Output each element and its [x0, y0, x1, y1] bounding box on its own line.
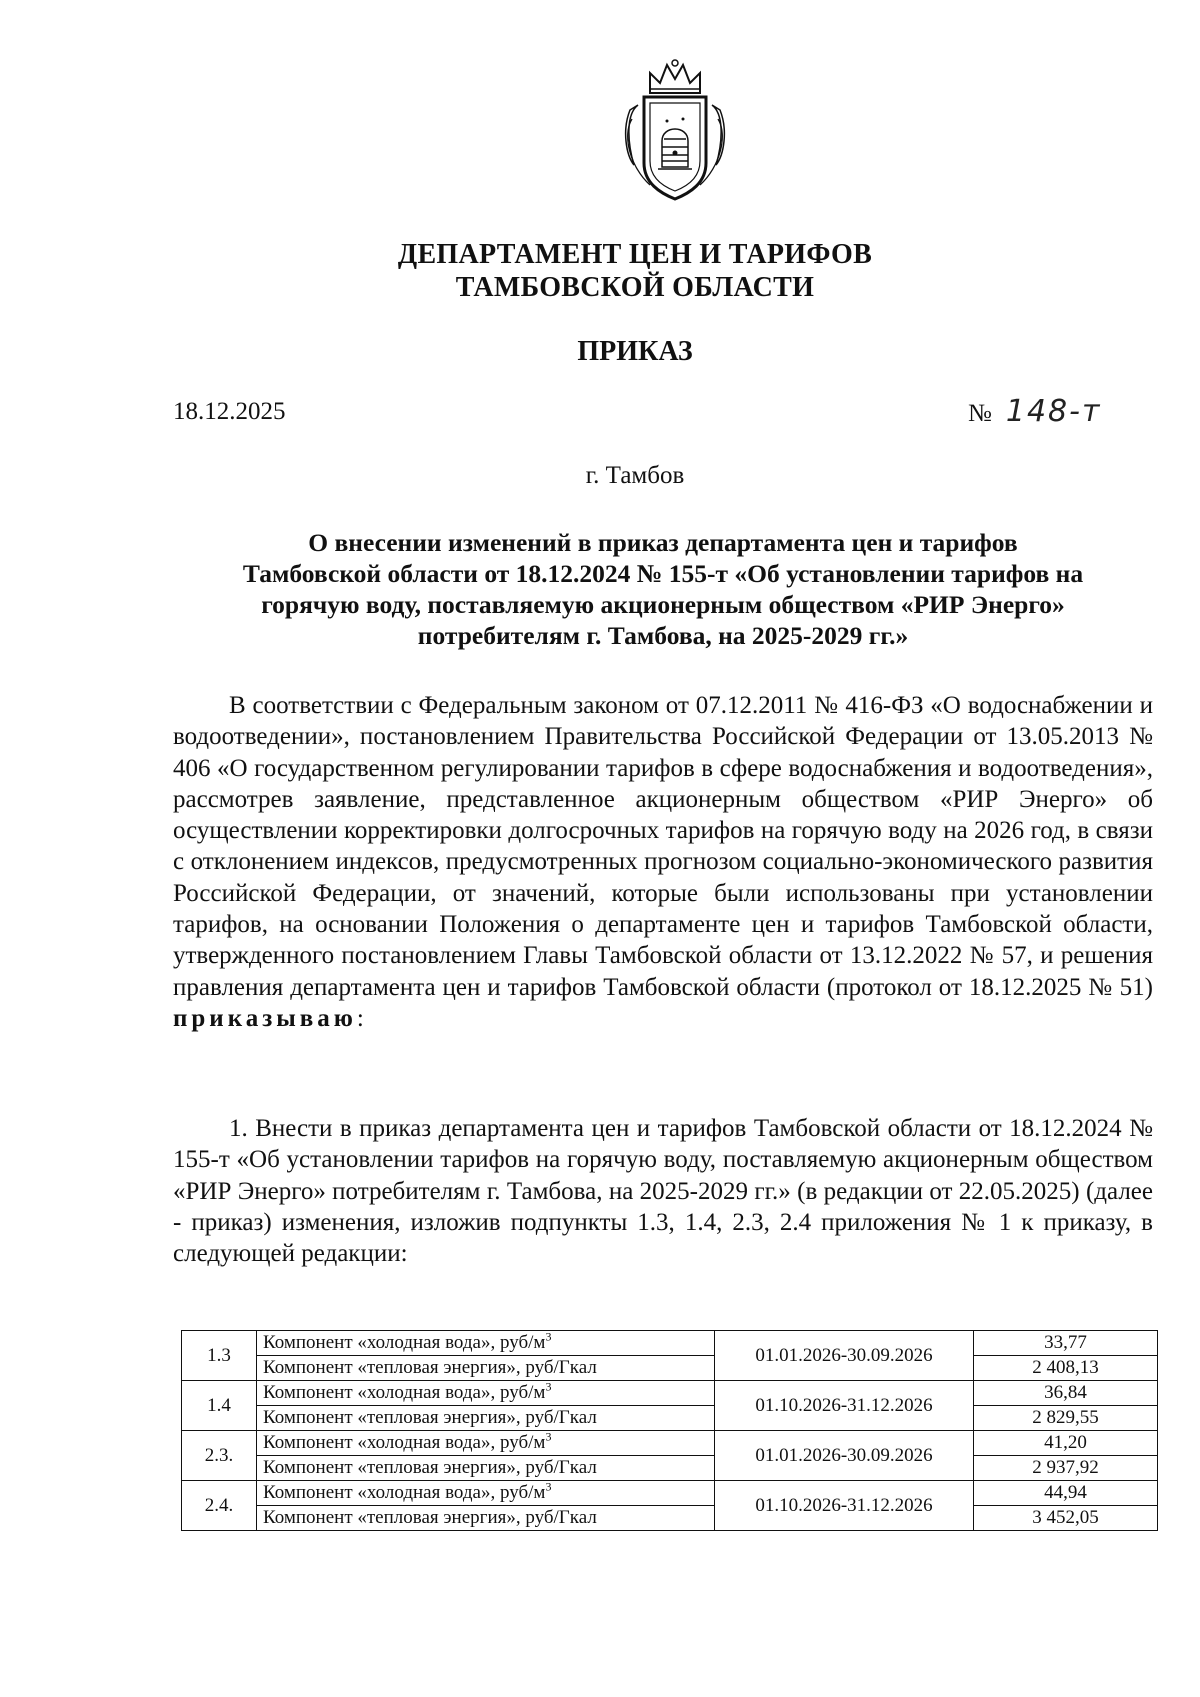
department-name-line2: ТАМБОВСКОЙ ОБЛАСТИ	[455, 272, 815, 303]
table-row	[182, 1456, 1158, 1481]
component-label: Компонент «холодная вода», руб/м	[263, 1382, 546, 1403]
row-number: 1.3	[182, 1331, 257, 1381]
component-heat-energy: Компонент «тепловая энергия», руб/Гкал	[257, 1406, 715, 1431]
value-cold-water: 33,77	[974, 1331, 1158, 1356]
component-heat-energy: Компонент «тепловая энергия», руб/Гкал	[257, 1356, 715, 1381]
component-label: Компонент «холодная вода», руб/м	[263, 1332, 546, 1353]
value-cold-water: 36,84	[974, 1381, 1158, 1406]
order-colon: :	[356, 1004, 364, 1032]
component-label: Компонент «холодная вода», руб/м	[263, 1432, 546, 1453]
order-word: приказываю	[173, 1004, 357, 1032]
period-cell: 01.10.2026-31.12.2026	[715, 1381, 974, 1431]
row-number: 2.4.	[182, 1481, 257, 1531]
value-heat-energy: 2 937,92	[974, 1456, 1158, 1481]
value-heat-energy: 2 829,55	[974, 1406, 1158, 1431]
document-number	[968, 394, 1101, 429]
department-name-line1: ДЕПАРТАМЕНТ ЦЕН И ТАРИФОВ	[397, 239, 873, 270]
value-cold-water: 44,94	[974, 1481, 1158, 1506]
coat-of-arms-emblem	[620, 55, 730, 205]
preamble-paragraph	[173, 690, 1153, 1034]
table-row	[182, 1406, 1158, 1431]
table-row	[182, 1481, 1158, 1506]
table-row	[182, 1356, 1158, 1381]
unit-superscript: 3	[545, 1329, 552, 1344]
subject-line: горячую воду, поставляемую акционерным обществом «РИР Энерго»	[261, 590, 1065, 619]
row-number: 2.3.	[182, 1431, 257, 1481]
table-row	[182, 1506, 1158, 1531]
period-cell: 01.01.2026-30.09.2026	[715, 1431, 974, 1481]
table-row	[182, 1381, 1158, 1406]
period-cell: 01.01.2026-30.09.2026	[715, 1331, 974, 1381]
number-prefix: №	[968, 400, 992, 427]
unit-superscript: 3	[545, 1429, 552, 1444]
row-number: 1.4	[182, 1381, 257, 1431]
period-cell: 01.10.2026-31.12.2026	[715, 1481, 974, 1531]
component-cold-water	[257, 1381, 715, 1406]
clause-1-paragraph: 1. Внести в приказ департамента цен и тарифов Тамбовской области от 18.12.2024 № 155-т «Об установлении тарифов на горячую воду, поставляемую акционерным обществом «РИР Энерго» потребителям г. Тамбова, на 2025-2029 гг.» (в редакции от 22.05.2025) (далее - приказ) изменения, изложив подпункты 1.3, 1.4, 2.3, 2.4 приложения № 1 к приказу, в следующей редакции:	[173, 1115, 1153, 1268]
subject-line: потребителям г. Тамбова, на 2025-2029 гг.»	[417, 621, 909, 650]
unit-superscript: 3	[545, 1479, 552, 1494]
unit-superscript: 3	[545, 1379, 552, 1394]
component-cold-water	[257, 1331, 715, 1356]
value-heat-energy: 3 452,05	[974, 1506, 1158, 1531]
component-cold-water	[257, 1481, 715, 1506]
document-subject	[173, 527, 1153, 651]
component-label: Компонент «холодная вода», руб/м	[263, 1482, 546, 1503]
value-heat-energy: 2 408,13	[974, 1356, 1158, 1381]
table-row	[182, 1431, 1158, 1456]
table-row	[182, 1331, 1158, 1356]
component-heat-energy: Компонент «тепловая энергия», руб/Гкал	[257, 1506, 715, 1531]
handwritten-number: 148-т	[1005, 394, 1102, 429]
tariff-table	[181, 1330, 1158, 1531]
document-type-title: ПРИКАЗ	[577, 336, 693, 367]
component-cold-water	[257, 1431, 715, 1456]
subject-line: Тамбовской области от 18.12.2024 № 155-т «Об установлении тарифов на	[242, 559, 1084, 588]
subject-line: О внесении изменений в приказ департамента цен и тарифов	[308, 528, 1018, 557]
document-date: 18.12.2025	[173, 398, 286, 425]
component-heat-energy: Компонент «тепловая энергия», руб/Гкал	[257, 1456, 715, 1481]
value-cold-water: 41,20	[974, 1431, 1158, 1456]
preamble-text: В соответствии с Федеральным законом от 07.12.2011 № 416-ФЗ «О водоснабжении и водоотведении», постановлением Правительства Российской Федерации от 13.05.2013 № 406 «О государственном регулировании тарифов в сфере водоснабжения и водоотведения», рассмотрев заявление, представленное акционерным обществом «РИР Энерго» об осуществлении корректировки долгосрочных тарифов на горячую воду на 2026 год, в связи с отклонением индексов, предусмотренных прогнозом социально-экономического развития Российской Федерации, от значений, которые были использованы при установлении тарифов, на основании Положения о департаменте цен и тарифов Тамбовской области, утвержденного постановлением Главы Тамбовской области от 13.12.2022 № 57, и решения правления департамента цен и тарифов Тамбовской области (протокол от 18.12.2025 № 51)	[173, 692, 1153, 1001]
document-city: г. Тамбов	[585, 462, 685, 489]
